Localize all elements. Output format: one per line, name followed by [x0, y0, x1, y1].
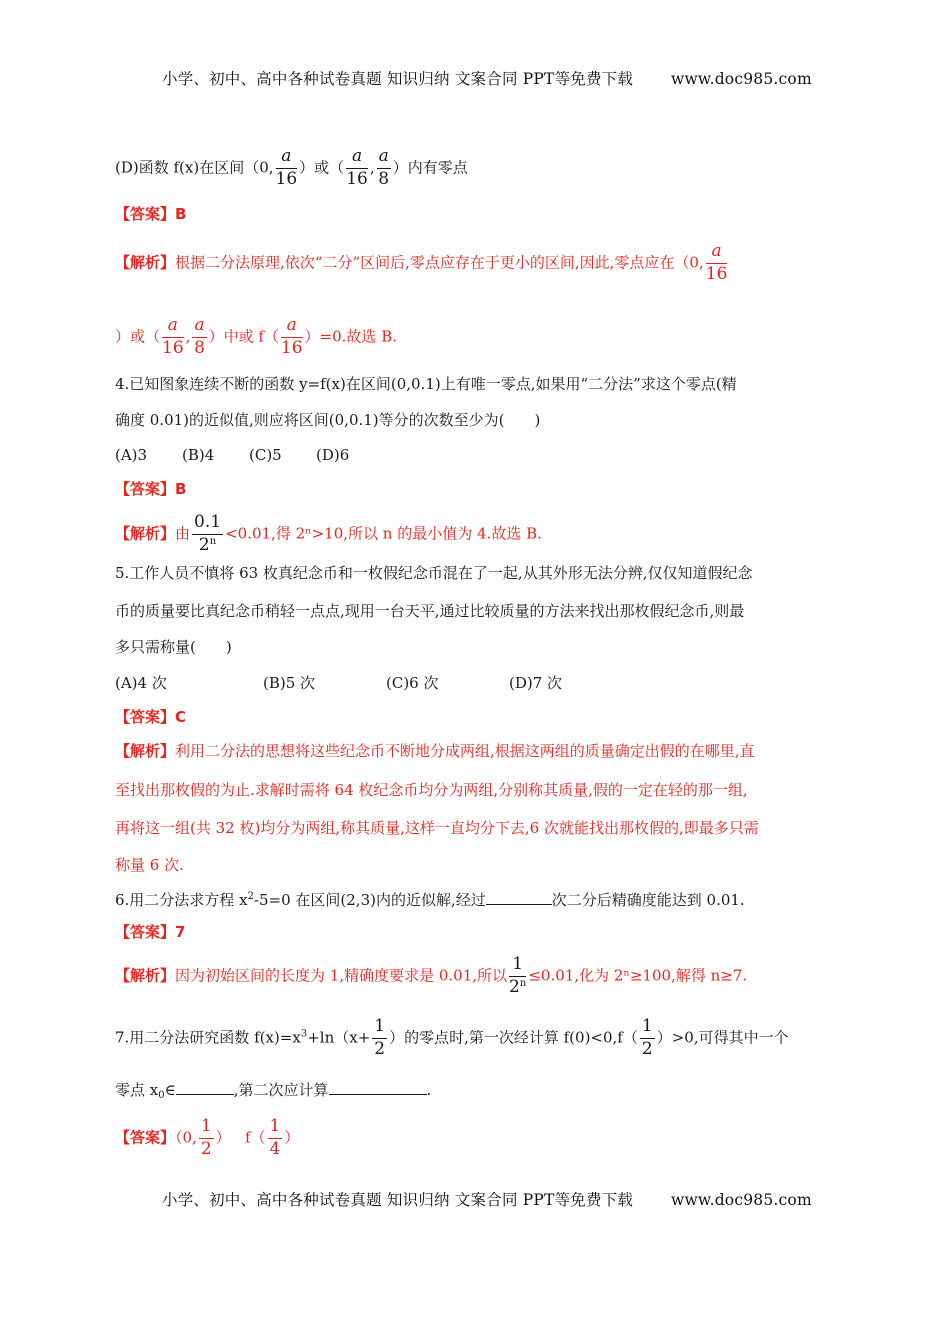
q3-analysis-line1: 【解析】根据二分法原理,依次“二分”区间后,零点应存在于更小的区间,因此,零点应在（0, $\frac{a}{16}$ [115, 241, 728, 284]
q5-analysis-line2: 至找出那枚假的为止.求解时需将 64 枚纪念币均分为两组,分别称其质量,假的一定在轻的那一组, [115, 781, 748, 799]
q4-option-b: (B)4 [182, 446, 215, 464]
q5-analysis-line4: 称量 6 次. [115, 856, 184, 874]
q5-analysis-line3: 再将这一组(共 32 枚)均分为两组,称其质量,这样一直均分下去,6 次就能找出那枚假的,即最多只需 [115, 819, 759, 837]
q6-analysis: 【解析】因为初始区间的长度为 1,精确度要求是 0.01,所以 $\frac{1}{2^n}$ ≤0.01,化为 2ⁿ≥100,解得 n≥7. [115, 954, 748, 997]
q4-stem-line2: 确度 0.01)的近似值,则应将区间(0,0.1)等分的次数至少为( ) [115, 411, 541, 429]
q7-stem-line2: 零点 $x_0\in$ ,第二次应计算 . [115, 1081, 432, 1101]
q5-option-c: (C)6 次 [386, 674, 439, 692]
q5-stem-line1: 5.工作人员不慎将 63 枚真纪念币和一枚假纪念币混在了一起,从其外形无法分辨,仅仅知道假纪念 [115, 564, 753, 582]
q3-analysis-line2: ）或（ $\frac{a}{16}$ , $\frac{a}{8}$ ）中或 f（ $\frac{a}{16}$ ）=0.故选 B. [115, 315, 397, 358]
q7-answer: 【答案】（0, $\frac{1}{2}$ ） f（ $\frac{1}{4}$ ） [115, 1116, 300, 1159]
q7-blank-compute[interactable] [329, 1082, 427, 1095]
q6-blank[interactable] [486, 892, 552, 905]
q3-answer: 【答案】B [115, 205, 187, 223]
q7-blank-interval[interactable] [176, 1082, 234, 1095]
q5-stem-line2: 币的质量要比真纪念币稍轻一点点,现用一台天平,通过比较质量的方法来找出那枚假纪念币,则最 [115, 602, 745, 620]
q3-option-d: (D)函数 f(x)在区间（0, $\frac{a}{16}$ ）或（ $\frac{a}{16}$ , $\frac{a}{8}$ ）内有零点 [115, 146, 468, 189]
q4-option-d: (D)6 [316, 446, 350, 464]
q4-option-c: (C)5 [249, 446, 282, 464]
footer-left: 小学、初中、高中各种试卷真题 知识归纳 文案合同 PPT等免费下载 [162, 1191, 634, 1209]
q5-stem-line3: 多只需称量( ) [115, 638, 232, 656]
header-right[interactable]: www.doc985.com [671, 70, 812, 88]
q5-option-d: (D)7 次 [509, 674, 563, 692]
header-left: 小学、初中、高中各种试卷真题 知识归纳 文案合同 PPT等免费下载 [162, 70, 634, 88]
q6-answer: 【答案】7 [115, 923, 186, 941]
q5-analysis-line1: 【解析】利用二分法的思想将这些纪念币不断地分成两组,根据这两组的质量确定出假的在哪里,直 [115, 742, 755, 760]
q5-option-b: (B)5 次 [263, 674, 316, 692]
q4-stem-line1: 4.已知图象连续不断的函数 y=f(x)在区间(0,0.1)上有唯一零点,如果用“二分法”求这个零点(精 [115, 375, 737, 393]
q5-option-a: (A)4 次 [115, 674, 167, 692]
q4-answer: 【答案】B [115, 480, 187, 498]
q5-answer: 【答案】C [115, 708, 187, 726]
q4-analysis: 【解析】由 $\frac{0.1}{2^n}$ <0.01,得 2ⁿ>10,所以 n 的最小值为 4.故选 B. [115, 512, 542, 555]
q7-stem-line1: 7.用二分法研究函数 $f(x)=x^3+\ln(x+$ $\frac{1}{2}$ ）的零点时,第一次经计算 f(0)<0,f（ $\frac{1}{2}$ ）>0,可得其中一个 [115, 1016, 789, 1059]
q4-option-a: (A)3 [115, 446, 148, 464]
footer-right[interactable]: www.doc985.com [671, 1191, 812, 1209]
q6-stem: 6.用二分法求方程 $x^2-5=0$ 在区间(2,3)内的近似解,经过 次二分后精确度能达到 0.01. [115, 891, 745, 909]
